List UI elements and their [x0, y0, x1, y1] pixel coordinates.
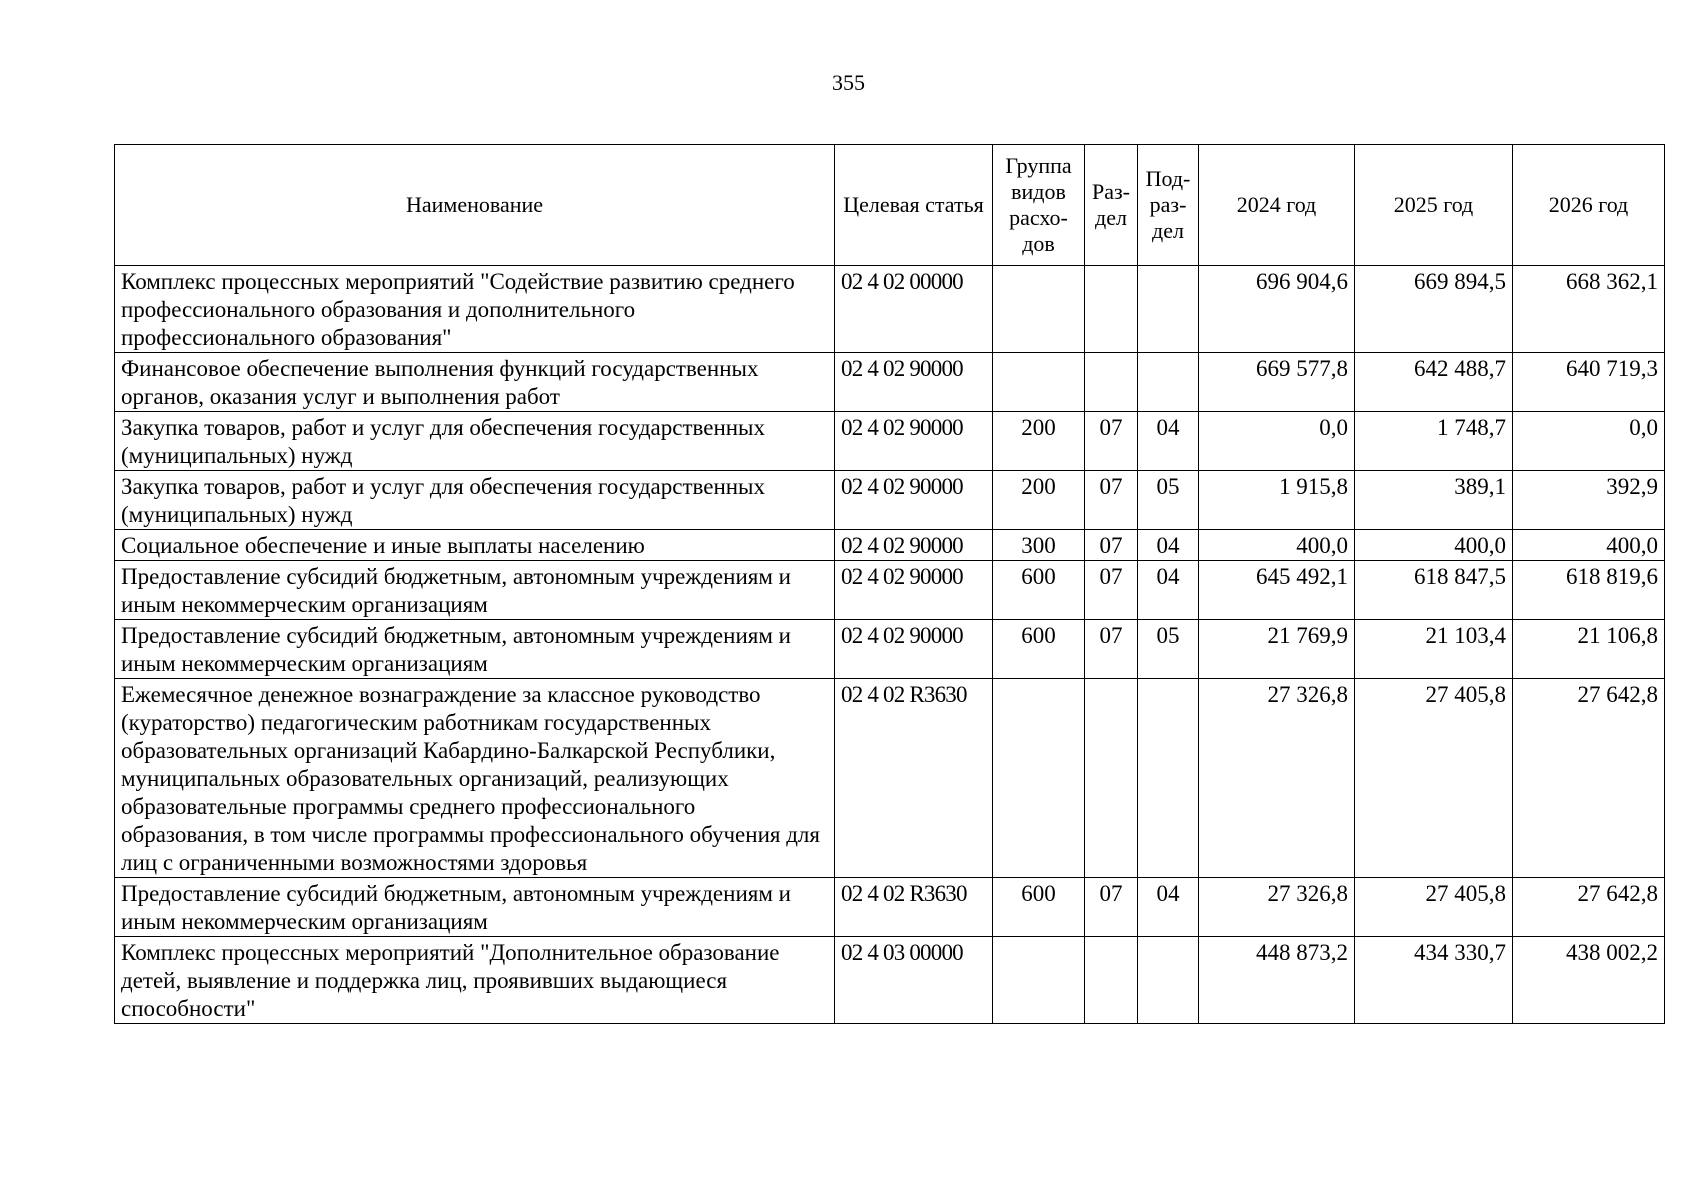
row-code: 02 4 02 90000 — [835, 530, 993, 561]
table-row — [115, 878, 1665, 937]
row-2025: 21 103,4 — [1355, 620, 1513, 679]
header-section: Раз- дел — [1085, 145, 1138, 266]
row-name: Финансовое обеспечение выполнения функций государственных органов, оказания услуг и выполнения работ — [115, 353, 835, 412]
table-header — [115, 145, 1665, 266]
row-2025: 669 894,5 — [1355, 266, 1513, 353]
table-row — [115, 937, 1665, 1024]
row-name: Предоставление субсидий бюджетным, автономным учреждениям и иным некоммерческим организациям — [115, 878, 835, 937]
row-group — [993, 679, 1085, 878]
row-section: 07 — [1085, 620, 1138, 679]
row-2025: 434 330,7 — [1355, 937, 1513, 1024]
row-2024: 696 904,6 — [1199, 266, 1355, 353]
row-subsection: 05 — [1138, 620, 1199, 679]
budget-table — [114, 144, 1665, 1024]
row-subsection: 04 — [1138, 412, 1199, 471]
row-section: 07 — [1085, 412, 1138, 471]
header-name: Наименование — [115, 145, 835, 266]
row-subsection: 04 — [1138, 878, 1199, 937]
row-2024: 1 915,8 — [1199, 471, 1355, 530]
row-code: 02 4 03 00000 — [835, 937, 993, 1024]
row-2025: 27 405,8 — [1355, 679, 1513, 878]
row-name: Ежемесячное денежное вознаграждение за классное руководство (кураторство) педагогическим работникам государственных образовательных организаций Кабардино-Балкарской Республики, муниципальных образовательных организаций, реализующих образовательные программы среднего профессионального образования, в том числе программы профессионального обучения для лиц с ограниченными возможностями здоровья — [115, 679, 835, 878]
row-2026: 438 002,2 — [1513, 937, 1665, 1024]
header-2025: 2025 год — [1355, 145, 1513, 266]
row-2025: 618 847,5 — [1355, 561, 1513, 620]
row-subsection: 04 — [1138, 561, 1199, 620]
row-subsection — [1138, 679, 1199, 878]
row-group: 600 — [993, 620, 1085, 679]
table-row — [115, 412, 1665, 471]
row-group: 200 — [993, 412, 1085, 471]
row-2024: 669 577,8 — [1199, 353, 1355, 412]
header-target: Целевая статья — [835, 145, 993, 266]
header-2026: 2026 год — [1513, 145, 1665, 266]
row-section — [1085, 353, 1138, 412]
row-section: 07 — [1085, 561, 1138, 620]
header-subsection: Под- раз- дел — [1138, 145, 1199, 266]
row-group: 600 — [993, 561, 1085, 620]
row-2025: 389,1 — [1355, 471, 1513, 530]
row-2025: 1 748,7 — [1355, 412, 1513, 471]
row-subsection: 05 — [1138, 471, 1199, 530]
row-2024: 400,0 — [1199, 530, 1355, 561]
row-code: 02 4 02 R3630 — [835, 878, 993, 937]
header-row — [115, 145, 1665, 266]
table-body — [115, 266, 1665, 1024]
row-code: 02 4 02 90000 — [835, 561, 993, 620]
row-group — [993, 937, 1085, 1024]
row-name: Комплекс процессных мероприятий "Дополнительное образование детей, выявление и поддержка лиц, проявивших выдающиеся способности" — [115, 937, 835, 1024]
row-code: 02 4 02 90000 — [835, 620, 993, 679]
row-subsection — [1138, 353, 1199, 412]
row-section — [1085, 266, 1138, 353]
page-number: 355 — [832, 70, 865, 95]
row-section — [1085, 937, 1138, 1024]
row-section: 07 — [1085, 471, 1138, 530]
row-subsection: 04 — [1138, 530, 1199, 561]
row-code: 02 4 02 90000 — [835, 471, 993, 530]
row-name: Закупка товаров, работ и услуг для обеспечения государственных (муниципальных) нужд — [115, 471, 835, 530]
table-row — [115, 679, 1665, 878]
row-2024: 448 873,2 — [1199, 937, 1355, 1024]
row-group — [993, 266, 1085, 353]
row-2026: 400,0 — [1513, 530, 1665, 561]
row-name: Закупка товаров, работ и услуг для обеспечения государственных (муниципальных) нужд — [115, 412, 835, 471]
row-group: 300 — [993, 530, 1085, 561]
row-name: Предоставление субсидий бюджетным, автономным учреждениям и иным некоммерческим организациям — [115, 561, 835, 620]
header-2024: 2024 год — [1199, 145, 1355, 266]
row-subsection — [1138, 937, 1199, 1024]
row-2025: 27 405,8 — [1355, 878, 1513, 937]
row-section: 07 — [1085, 530, 1138, 561]
row-2026: 640 719,3 — [1513, 353, 1665, 412]
row-group: 600 — [993, 878, 1085, 937]
row-section — [1085, 679, 1138, 878]
table-row — [115, 266, 1665, 353]
row-group — [993, 353, 1085, 412]
row-2026: 27 642,8 — [1513, 679, 1665, 878]
row-name: Комплекс процессных мероприятий "Содействие развитию среднего профессионального образования и дополнительного профессионального образования" — [115, 266, 835, 353]
row-2026: 392,9 — [1513, 471, 1665, 530]
table-row — [115, 620, 1665, 679]
row-code: 02 4 02 90000 — [835, 353, 993, 412]
table-row — [115, 471, 1665, 530]
row-2024: 27 326,8 — [1199, 679, 1355, 878]
row-2024: 645 492,1 — [1199, 561, 1355, 620]
row-2024: 21 769,9 — [1199, 620, 1355, 679]
row-2025: 642 488,7 — [1355, 353, 1513, 412]
row-2024: 0,0 — [1199, 412, 1355, 471]
table-row — [115, 353, 1665, 412]
table-row — [115, 561, 1665, 620]
row-code: 02 4 02 90000 — [835, 412, 993, 471]
row-name: Предоставление субсидий бюджетным, автономным учреждениям и иным некоммерческим организациям — [115, 620, 835, 679]
row-2026: 21 106,8 — [1513, 620, 1665, 679]
row-subsection — [1138, 266, 1199, 353]
row-2026: 0,0 — [1513, 412, 1665, 471]
row-2025: 400,0 — [1355, 530, 1513, 561]
header-group: Группа видов расхо- дов — [993, 145, 1085, 266]
row-name: Социальное обеспечение и иные выплаты населению — [115, 530, 835, 561]
row-group: 200 — [993, 471, 1085, 530]
row-2026: 668 362,1 — [1513, 266, 1665, 353]
row-2026: 618 819,6 — [1513, 561, 1665, 620]
table-row — [115, 530, 1665, 561]
row-code: 02 4 02 00000 — [835, 266, 993, 353]
row-section: 07 — [1085, 878, 1138, 937]
row-2024: 27 326,8 — [1199, 878, 1355, 937]
row-2026: 27 642,8 — [1513, 878, 1665, 937]
row-code: 02 4 02 R3630 — [835, 679, 993, 878]
